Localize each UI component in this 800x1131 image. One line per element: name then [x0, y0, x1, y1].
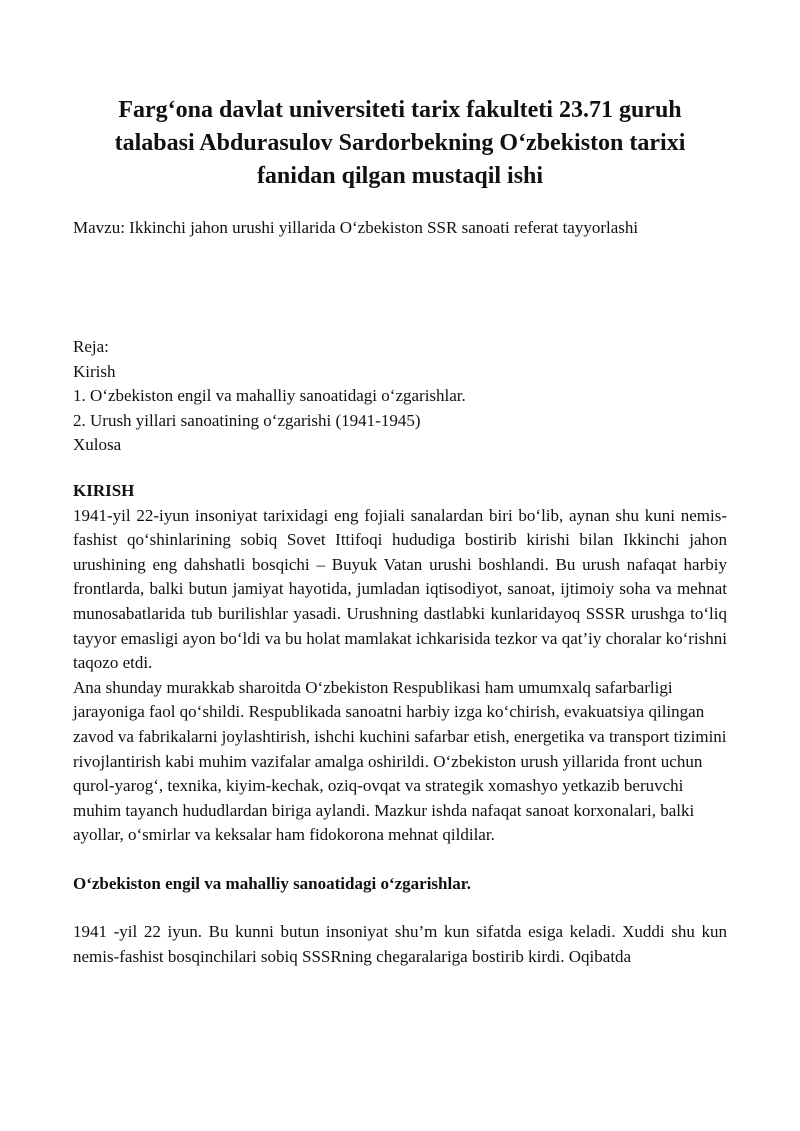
plan-list — [73, 335, 727, 458]
introduction-paragraph: 1941-yil 22-iyun insoniyat tarixidagi eng fojiali sanalardan biri bo‘lib, aynan shu kuni nemis-fashist qo‘shinlarining sobiq Sovet Ittifoqi hududiga bostirib kirishi bilan Ikkinchi jahon urushining eng dahshatli bosqichi – Buyuk Vatan urushi boshlandi. Bu urush nafaqat harbiy frontlarda, balki butun jamiyat hayotida, jumladan iqtisodiyot, sanoat, ijtimoiy soha va mehnat munosabatlarida tub burilishlar yasadi. Urushning dastlabki kunlaridayoq SSSR urushga to‘liq tayyor emasligi ayon bo‘ldi va bu holat mamlakat ichkarisida tezkor va qat’iy choralar ko‘rishni taqozo etdi. — [73, 505, 727, 673]
plan-heading: Reja: — [73, 337, 109, 356]
section-paragraph: 1941 -yil 22 iyun. Bu kunni butun insoniyat shu’m kun sifatda esiga keladi. Xuddi shu kun nemis-fashist bosqinchilari sobiq SSSRning chegaralariga bostirib kirdi. Oqibatda — [73, 922, 727, 967]
introduction-heading: KIRISH — [73, 480, 135, 500]
document-topic: Mavzu: Ikkinchi jahon urushi yillarida O‘zbekiston SSR sanoati referat tayyorlashi — [73, 218, 639, 237]
section-heading: O‘zbekiston engil va mahalliy sanoatidagi o‘zgarishlar. — [73, 873, 471, 893]
document-title: Farg‘ona davlat universiteti tarix fakulteti 23.71 guruh talabasi Abdurasulov Sardorbekning O‘zbekiston tarixi fanidan qilgan mustaqil ishi — [114, 97, 686, 189]
plan-item: Xulosa — [73, 435, 122, 455]
introduction-paragraph: Ana shunday murakkab sharoitda O‘zbekiston Respublikasi ham umumxalq safarbarligi jarayoniga faol qo‘shildi. Respublikada sanoatni harbiy izga ko‘chirish, evakuatsiya qilingan zavod va fabrikalarni joylashtirish, ishchi kuchini safarbar etish, energetika va transport tizimini rivojlantirish kabi muhim vazifalar amalga oshirildi. O‘zbekiston urush yillarida front uchun qurol-yarog‘, texnika, kiyim-kechak, oziq-ovqat va strategik xomashyo yetkazib beruvchi muhim tayanch hududlardan biriga aylandi. Mazkur ishda nafaqat sanoat korxonalari, balki ayollar, o‘smirlar va keksalar ham fidokorona mehnat qildilar. — [73, 677, 727, 845]
plan-item: Kirish — [73, 361, 116, 381]
plan-item: 2. Urush yillari sanoatining o‘zgarishi (1941-1945) — [73, 410, 421, 430]
document-page — [73, 94, 727, 970]
plan-item: 1. O‘zbekiston engil va mahalliy sanoatidagi o‘zgarishlar. — [73, 386, 466, 406]
